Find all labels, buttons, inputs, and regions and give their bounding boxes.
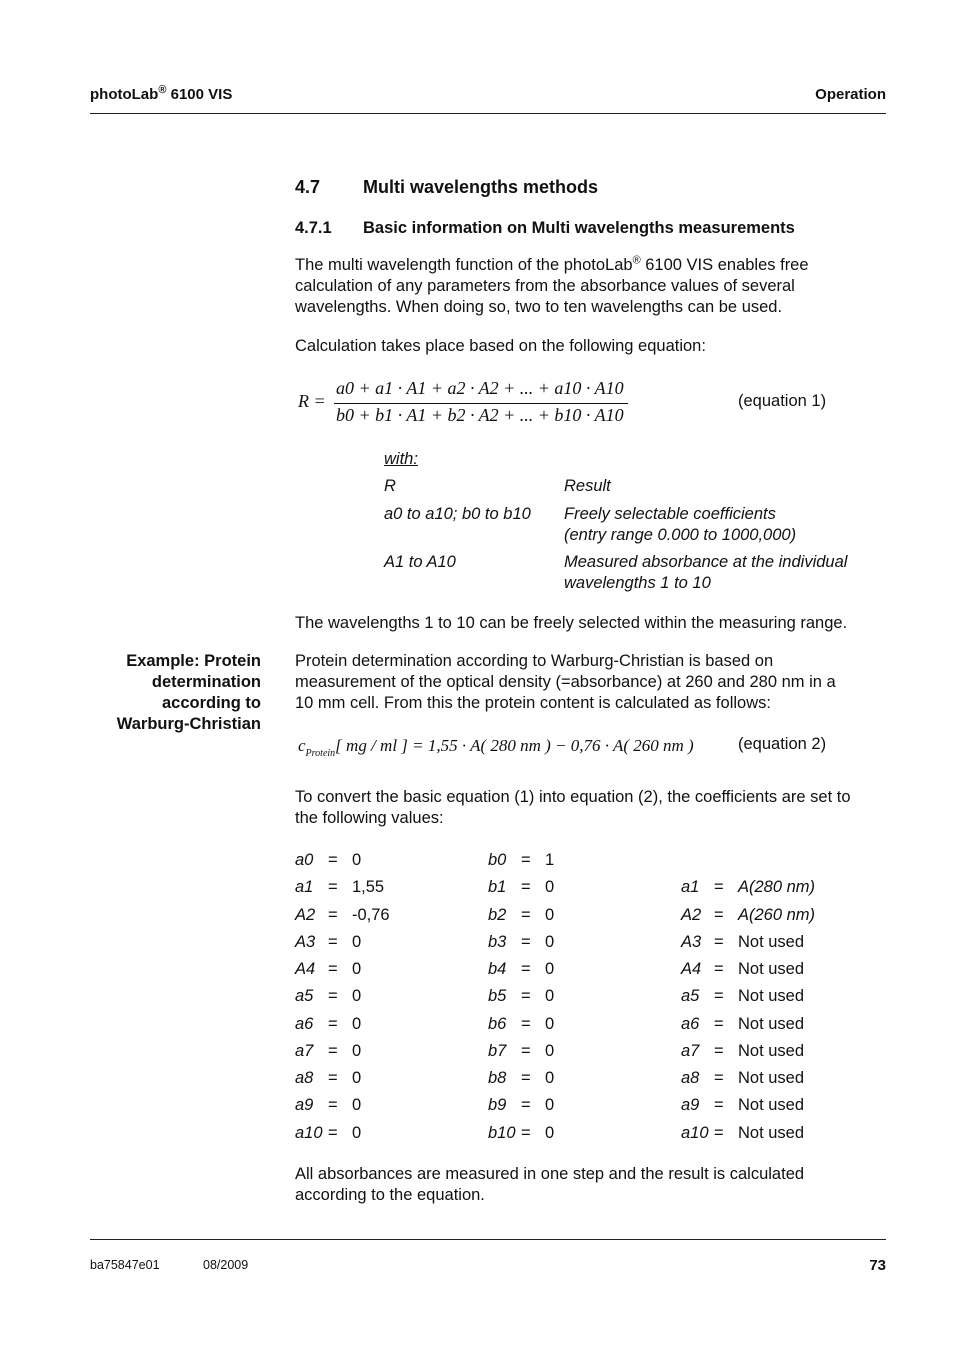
coef-cell-cv: Not used xyxy=(738,960,805,978)
coef-cell-av: 0 xyxy=(352,1124,362,1142)
coef-cell-eq: = xyxy=(328,1096,338,1114)
coef-cell-bv: 0 xyxy=(545,960,555,978)
coef-cell-eq: = xyxy=(521,851,531,869)
coef-cell-eq: = xyxy=(714,933,724,951)
coef-cell-eq: = xyxy=(328,906,338,924)
coef-cell-bv: 0 xyxy=(545,1042,555,1060)
footer-date: 08/2009 xyxy=(203,1258,249,1272)
closing-paragraph: All absorbances are measured in one step and the result is calculated according to the equation. xyxy=(295,1165,805,1204)
coef-cell-a: A3 xyxy=(295,933,316,951)
coef-cell-eq: = xyxy=(714,1042,724,1060)
coef-cell-a: a1 xyxy=(295,878,314,896)
coef-cell-c: A3 xyxy=(681,933,702,951)
convert-paragraph: To convert the basic equation (1) into equation (2), the coefficients are set to the following values: xyxy=(295,788,851,827)
header-rule xyxy=(90,113,886,114)
equation1-numerator: a0 + a1 · A1 + a2 · A2 + ... + a10 · A10 xyxy=(336,378,624,398)
coef-cell-b: b0 xyxy=(488,851,507,869)
coef-cell-eq: = xyxy=(328,933,338,951)
coef-cell-av: 0 xyxy=(352,1042,362,1060)
coef-cell-c: a6 xyxy=(681,1015,700,1033)
with-desc-r: Result xyxy=(564,477,611,495)
coef-cell-eq: = xyxy=(521,1124,531,1142)
coef-cell-eq: = xyxy=(714,960,724,978)
example-paragraph: Protein determination according to Warburg-Christian is based on measurement of the optical density (=absorbance) at 260 and 280 nm in a 10 mm cell. From this the protein content is calculated as follows: xyxy=(295,652,836,712)
coef-cell-eq: = xyxy=(328,960,338,978)
equation1-fraction-bar xyxy=(334,403,628,404)
coef-cell-eq: = xyxy=(521,906,531,924)
example-side-heading: Example: Protein determination according to Warburg-Christian xyxy=(116,652,261,733)
subsection-title: Basic information on Multi wavelengths measurements xyxy=(363,219,795,237)
coef-cell-eq: = xyxy=(328,851,338,869)
coef-cell-c: a8 xyxy=(681,1069,700,1087)
coef-cell-eq: = xyxy=(521,987,531,1005)
coef-cell-eq: = xyxy=(521,878,531,896)
coef-cell-eq: = xyxy=(521,1096,531,1114)
coef-cell-b: b7 xyxy=(488,1042,507,1060)
with-desc-coefficients: Freely selectable coefficients (entry range 0.000 to 1000,000) xyxy=(564,505,797,544)
coef-cell-cv: Not used xyxy=(738,987,805,1005)
coef-cell-c: a9 xyxy=(681,1096,700,1114)
coef-cell-b: b10 xyxy=(488,1124,516,1142)
coef-cell-bv: 0 xyxy=(545,1069,555,1087)
coef-cell-b: b6 xyxy=(488,1015,507,1033)
coef-cell-cv: Not used xyxy=(738,1096,805,1114)
coef-cell-eq: = xyxy=(521,1069,531,1087)
coef-cell-c: A2 xyxy=(681,906,702,924)
coef-cell-b: b5 xyxy=(488,987,507,1005)
header-section: Operation xyxy=(815,86,886,103)
coef-cell-bv: 0 xyxy=(545,1124,555,1142)
coef-cell-b: b8 xyxy=(488,1069,507,1087)
coef-cell-b: b9 xyxy=(488,1096,507,1114)
coef-cell-cv: Not used xyxy=(738,1015,805,1033)
coef-cell-eq: = xyxy=(328,1042,338,1060)
coef-cell-av: 0 xyxy=(352,960,362,978)
coef-cell-av: 0 xyxy=(352,851,362,869)
coef-cell-a: A2 xyxy=(295,906,316,924)
coef-cell-eq: = xyxy=(328,878,338,896)
coef-cell-cv: Not used xyxy=(738,933,805,951)
coef-cell-bv: 0 xyxy=(545,987,555,1005)
coef-cell-cv: Not used xyxy=(738,1042,805,1060)
coef-cell-a: a10 xyxy=(295,1124,323,1142)
equation1-denominator: b0 + b1 · A1 + b2 · A2 + ... + b10 · A10 xyxy=(336,405,624,425)
coef-cell-eq: = xyxy=(714,1124,724,1142)
coef-cell-a: a6 xyxy=(295,1015,314,1033)
coef-cell-av: 0 xyxy=(352,987,362,1005)
coef-cell-eq: = xyxy=(714,906,724,924)
coef-cell-eq: = xyxy=(714,987,724,1005)
footer-rule xyxy=(90,1239,886,1240)
section-title: Multi wavelengths methods xyxy=(363,177,599,197)
with-heading: with: xyxy=(384,450,418,468)
coef-cell-eq: = xyxy=(328,1069,338,1087)
coef-cell-bv: 0 xyxy=(545,933,555,951)
wavelength-text: The wavelengths 1 to 10 can be freely selected within the measuring range. xyxy=(295,614,848,632)
coef-cell-bv: 0 xyxy=(545,1015,555,1033)
coef-cell-bv: 0 xyxy=(545,1096,555,1114)
coef-cell-eq: = xyxy=(714,878,724,896)
equation2-label: (equation 2) xyxy=(738,735,827,753)
coef-cell-bv: 0 xyxy=(545,878,555,896)
coef-cell-cv: A(260 nm) xyxy=(738,906,816,924)
section-number: 4.7 xyxy=(295,177,321,197)
coef-cell-b: b2 xyxy=(488,906,507,924)
with-term-r: R xyxy=(384,477,396,495)
coef-cell-a: a9 xyxy=(295,1096,314,1114)
coef-cell-eq: = xyxy=(328,1124,338,1142)
footer-doc-id: ba75847e01 xyxy=(90,1258,160,1272)
coef-cell-av: 0 xyxy=(352,1015,362,1033)
coef-cell-eq: = xyxy=(521,933,531,951)
coef-cell-eq: = xyxy=(714,1069,724,1087)
coef-cell-av: 0 xyxy=(352,1069,362,1087)
coef-cell-eq: = xyxy=(521,960,531,978)
equation1-lhs: R = xyxy=(298,391,326,411)
coef-cell-c: A4 xyxy=(681,960,702,978)
coef-cell-av: 0 xyxy=(352,933,362,951)
coef-cell-eq: = xyxy=(328,987,338,1005)
coef-cell-a: a5 xyxy=(295,987,314,1005)
with-term-coefficients: a0 to a10; b0 to b10 xyxy=(384,505,531,523)
coef-cell-c: a10 xyxy=(681,1124,709,1142)
coef-cell-a: a8 xyxy=(295,1069,314,1087)
coef-cell-a: a7 xyxy=(295,1042,314,1060)
coef-cell-b: b3 xyxy=(488,933,507,951)
coef-cell-eq: = xyxy=(714,1096,724,1114)
coef-cell-a: a0 xyxy=(295,851,314,869)
with-term-absorbance: A1 to A10 xyxy=(384,553,456,571)
page-number: 73 xyxy=(869,1257,886,1274)
coef-cell-bv: 1 xyxy=(545,851,555,869)
header-product: photoLab® 6100 VIS xyxy=(90,84,233,103)
coef-cell-b: b1 xyxy=(488,878,507,896)
calc-text: Calculation takes place based on the following equation: xyxy=(295,337,706,355)
coef-cell-eq: = xyxy=(328,1015,338,1033)
coef-cell-av: 0 xyxy=(352,1096,362,1114)
intro-paragraph: The multi wavelength function of the photoLab® 6100 VIS enables free calculation of any parameters from the absorbance values of several wavelengths. When doing so, two to ten wavelengths can be used. xyxy=(295,254,809,316)
coef-cell-bv: 0 xyxy=(545,906,555,924)
coef-cell-c: a7 xyxy=(681,1042,700,1060)
with-desc-absorbance: Measured absorbance at the individual wavelengths 1 to 10 xyxy=(564,553,848,592)
coef-cell-cv: A(280 nm) xyxy=(738,878,816,896)
coef-cell-c: a1 xyxy=(681,878,700,896)
coef-cell-av: -0,76 xyxy=(352,906,390,924)
coef-cell-av: 1,55 xyxy=(352,878,385,896)
coef-cell-eq: = xyxy=(714,1015,724,1033)
coef-cell-b: b4 xyxy=(488,960,507,978)
coef-cell-cv: Not used xyxy=(738,1069,805,1087)
coef-cell-eq: = xyxy=(521,1015,531,1033)
coef-cell-c: a5 xyxy=(681,987,700,1005)
coef-cell-cv: Not used xyxy=(738,1124,805,1142)
equation1-label: (equation 1) xyxy=(738,392,827,410)
coef-cell-a: A4 xyxy=(295,960,316,978)
subsection-number: 4.7.1 xyxy=(295,219,332,237)
coef-cell-eq: = xyxy=(521,1042,531,1060)
equation2: $c_{Protein}$[ mg / ml ] = 1,55 · A( 280 nm ) − 0,76 · A( 260 nm ) xyxy=(298,736,694,759)
